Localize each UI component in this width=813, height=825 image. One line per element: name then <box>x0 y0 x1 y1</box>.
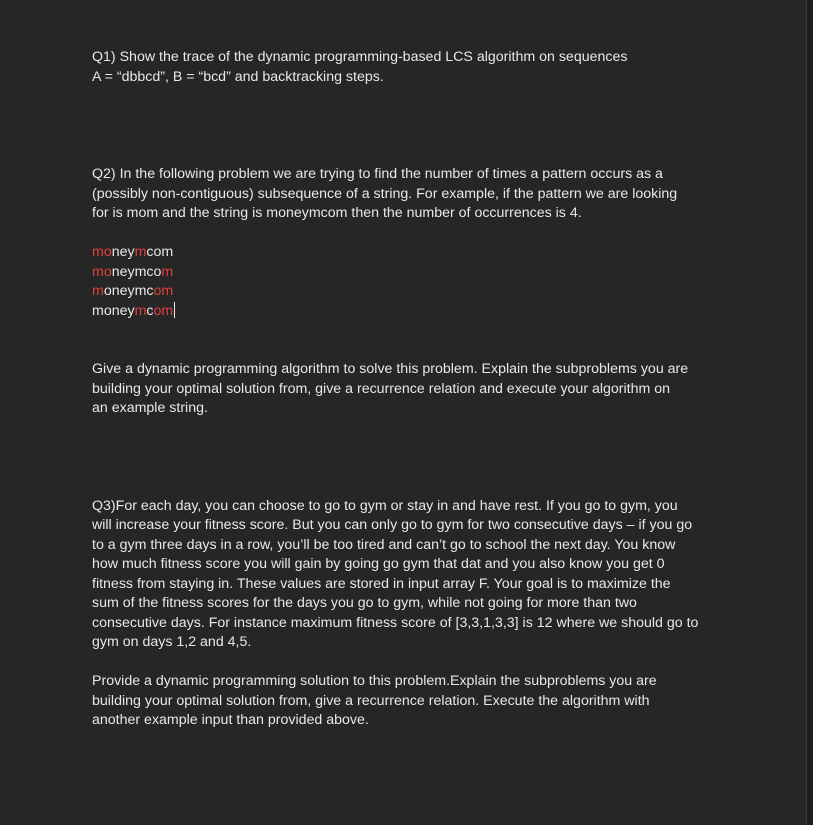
example-text: c <box>146 302 154 319</box>
q3-line: sum of the fitness scores for the days you go to gym, while not going for more than two <box>92 595 637 611</box>
example-highlight: m <box>134 302 147 319</box>
q2-instruction-line: Give a dynamic programming algorithm to solve this problem. Explain the subproblems you are <box>92 361 689 377</box>
q3-line: fitness from staying in. These values are stored in input array F. Your goal is to maximize the <box>92 575 671 592</box>
question-2-instructions <box>92 360 724 419</box>
q1-line: A = “dbbcd”, B = “bcd” and backtracking steps. <box>92 68 384 85</box>
text-cursor <box>174 302 175 318</box>
q1-line: Q1) Show the trace of the dynamic programming-based LCS algorithm on sequences <box>92 49 628 65</box>
q2-instruction-line: an example string. <box>92 400 208 416</box>
q3-line: how much fitness score you will gain by going go gym that dat and you also know you get 0 <box>92 556 665 572</box>
question-3 <box>92 497 724 653</box>
q3-instruction-line: another example input than provided above. <box>92 712 369 728</box>
question-3-instructions <box>92 672 724 731</box>
example-occurrence-2 <box>92 263 724 283</box>
example-highlight: mo <box>92 263 112 280</box>
q3-line: will increase your fitness score. But you can only go to gym for two consecutive days – if you go <box>92 517 693 533</box>
example-text: money <box>92 302 135 319</box>
example-occurrence-1 <box>92 243 724 263</box>
q2-instruction-line: building your optimal solution from, give a recurrence relation and execute your algorithm on <box>92 380 671 397</box>
example-occurrence-4 <box>92 302 724 322</box>
example-highlight: mo <box>92 244 112 260</box>
q3-instruction-line: building your optimal solution from, give a recurrence relation. Execute the algorithm with <box>92 692 650 709</box>
q3-line: to a gym three days in a row, you’ll be too tired and can’t go to school the next day. You know <box>92 536 676 553</box>
q2-line: (possibly non-contiguous) subsequence of a string. For example, if the pattern we are looking <box>92 185 678 202</box>
page-edge <box>806 0 813 825</box>
document-body[interactable] <box>92 48 724 731</box>
example-text: ney <box>111 244 135 260</box>
example-text: oneymc <box>103 283 154 299</box>
q2-line: Q2) In the following problem we are trying to find the number of times a pattern occurs as a <box>92 166 663 182</box>
q3-instruction-line: Provide a dynamic programming solution to this problem.Explain the subproblems you are <box>92 673 657 689</box>
example-text: com <box>146 244 174 260</box>
q3-line: Q3)For each day, you can choose to go to gym or stay in and have rest. If you go to gym, you <box>92 497 678 514</box>
question-1 <box>92 48 724 87</box>
example-highlight: m <box>134 244 147 260</box>
q3-line: consecutive days. For instance maximum fitness score of [3,3,1,3,3] is 12 where we should go to <box>92 614 699 631</box>
example-highlight: m <box>92 283 104 299</box>
question-2 <box>92 165 724 224</box>
example-occurrence-3 <box>92 282 724 302</box>
example-highlight: m <box>161 263 174 280</box>
example-text: neymco <box>111 263 162 280</box>
q3-line: gym on days 1,2 and 4,5. <box>92 634 252 650</box>
example-highlight: om <box>153 302 174 319</box>
subsequence-examples <box>92 243 724 321</box>
q2-line: for is mom and the string is moneymcom then the number of occurrences is 4. <box>92 205 582 221</box>
example-highlight: om <box>153 283 174 299</box>
